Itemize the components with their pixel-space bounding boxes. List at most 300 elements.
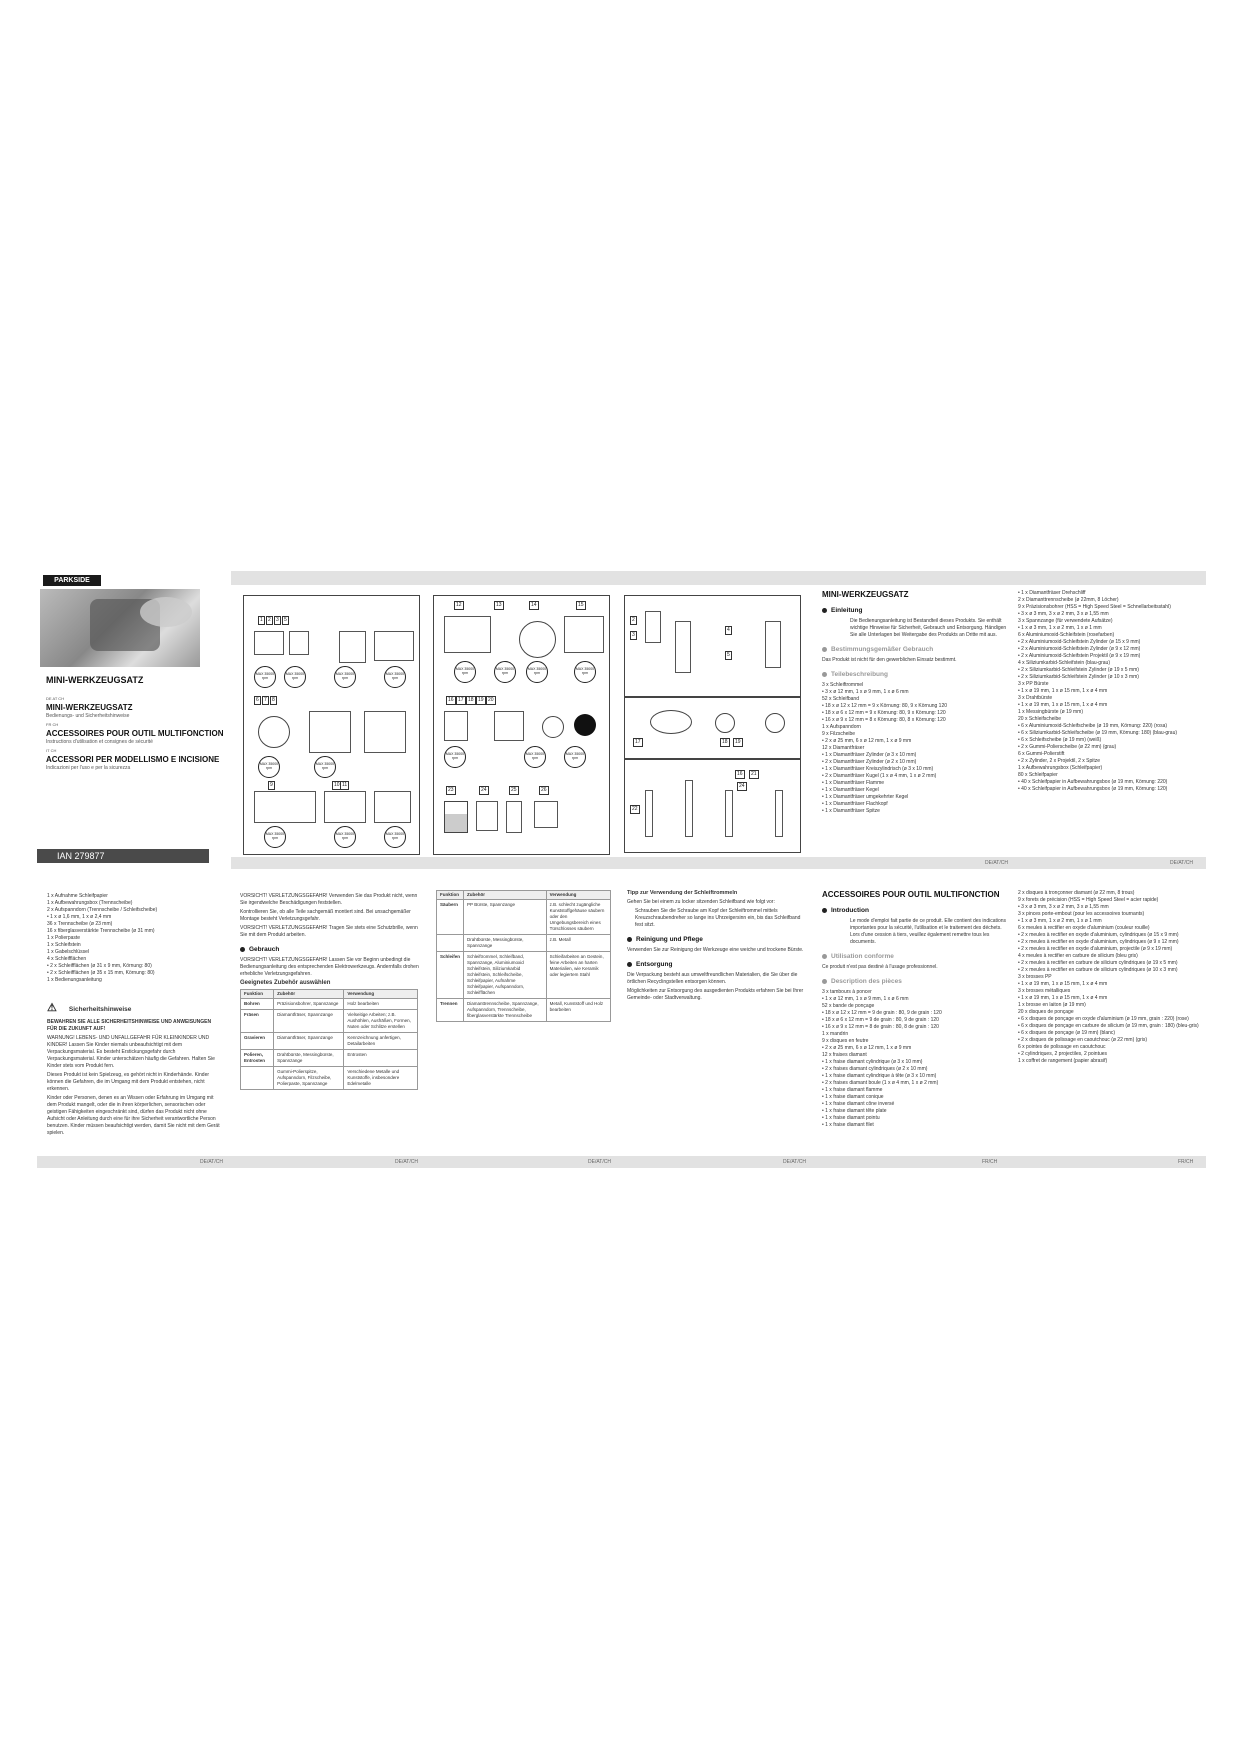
fr-desc-heading: Description des pièces (822, 977, 1012, 986)
list-item: 1 x mandrin (822, 1031, 849, 1037)
list-item: 3 x Spannzange (für verwendete Aufsätze) (1018, 618, 1113, 624)
de-einleitung-heading: Einleitung (822, 606, 1012, 615)
bewahren-text: BEWAHREN SIE ALLE SICHERHEITSHINWEISE UND ANWEISUNGEN FÜR DIE ZUKUNFT AUF! (47, 1019, 212, 1032)
table-cell: Diamanttrennscheibe, Spannzange, Aufspanndorn, Trennscheibe, fiberglasverstärkte Trennscheibe (464, 999, 547, 1022)
table-cell: Drahtbürste, Messingbürste, Spannzange (464, 935, 547, 952)
table-cell: Drahtbürste, Messingbürste, Spannzange (274, 1050, 344, 1067)
list-item: • 2 x Diamantfräser Zylinder (ø 2 x 10 mm) (822, 759, 917, 765)
list-item: 20 x disques de ponçage (1018, 1009, 1074, 1015)
fig3-label-16: 16 (737, 771, 743, 777)
list-item: 12 x Diamantfräser (822, 745, 865, 751)
flap-wheel-icon (534, 801, 558, 828)
table-header-cell: Zubehör (274, 990, 344, 999)
list-item: • 1 x fraise diamant tête plate (822, 1108, 887, 1114)
list-item: • 1 x ø 19 mm, 1 x ø 15 mm, 1 x ø 4 mm (1018, 688, 1108, 694)
fr-util-text: Ce produit n'est pas destiné à l'usage professionnel. (822, 964, 938, 970)
list-item: 2 x Diamanttrennscheibe (ø 22mm, 8 Löcher) (1018, 597, 1119, 603)
list-item: 3 x tambours à poncer (822, 989, 872, 995)
list-item: • 6 x disques de ponçage en carbure de silicium (ø 19 mm, grain : 180) (bleu-gris) (1018, 1023, 1199, 1029)
list-item: • 2 x fraises diamant boule (1 x ø 4 mm, 1 x ø 2 mm) (822, 1080, 939, 1086)
reinigung-heading: Reinigung und Pflege (627, 935, 805, 944)
list-item: 1 x Gabelschlüssel (47, 949, 89, 955)
max-rpm-badge: MAX 35000 rpm (444, 746, 466, 768)
fig2-label-18: 18 (468, 697, 474, 703)
lang-fr: FR CH (46, 722, 59, 727)
de-table2-panel (436, 890, 611, 1022)
wrench-icon (476, 801, 498, 831)
mandrel-group (339, 631, 366, 663)
list-item: 4 x meules à rectifier en carbure de silicium (bleu gris) (1018, 953, 1138, 959)
list-item: • 16 x ø 9 x 12 mm = 8 de grain : 80, 8 de grain : 120 (822, 1024, 939, 1030)
list-item: 1 x Messingbürste (ø 19 mm) (1018, 709, 1084, 715)
list-item: • 1 x fraise diamant pointu (822, 1115, 880, 1121)
lang-it: IT CH (46, 748, 57, 753)
table-cell: Säubern (437, 900, 464, 935)
list-item: • 1 x ø 19 mm, 1 x ø 15 mm, 1 x ø 4 mm (1018, 702, 1108, 708)
list-item: • 2 x Gummi-Polierscheibe (ø 22 mm) (grau) (1018, 744, 1117, 750)
vorsicht1-text: VORSICHT! VERLETZUNGSGEFAHR! Verwenden Sie das Produkt nicht, wenn Sie irgendwelche Beschädigungen feststellen. (240, 893, 418, 906)
list-item: 9 x disques en feutre (822, 1038, 869, 1044)
drum-assembly-icon (675, 621, 691, 673)
list-item: 12 x fraises diamant (822, 1052, 867, 1058)
bit-group (364, 711, 406, 753)
fr-util-heading: Utilisation conforme (822, 952, 1012, 961)
gebrauch-heading: Gebrauch (240, 945, 420, 954)
polishing-paste-icon (574, 714, 596, 736)
table-row (437, 935, 611, 952)
list-item: 1 x Schleifstein (47, 942, 81, 948)
max-rpm-badge: MAX 35000 rpm (524, 746, 546, 768)
table-cell: Vielseitige Arbeiten; z.B. Aushöhlen, Ausfräßen, Formen, Nuten oder Schlitze erstellen (344, 1010, 418, 1033)
list-item: 6 x Aluminiumoxid-Schleifstein (rosefarben) (1018, 632, 1115, 638)
list-item: • 1 x Diamantfräser Kreiszylindrisch (ø 3 x 10 mm) (822, 766, 934, 772)
de-einleitung-text: Die Bedienungsanleitung ist Bestandteil dieses Produkts. Sie enthält wichtige Hinweise für Sicherheit, Gebrauch und Entsorgung. Händigen Sie alle Unterlagen bei Weitergabe des Produkts an Dritte mit aus. (850, 618, 1007, 638)
list-item: • 2 x ø 25 mm, 6 x ø 12 mm, 1 x ø 9 mm (822, 1045, 912, 1051)
fig2-label-16: 16 (448, 697, 454, 703)
list-item: • 1 x fraise diamant flamme (822, 1087, 883, 1093)
fig2-label-17: 17 (458, 697, 464, 703)
vorsicht2-text: VORSICHT! VERLETZUNGSGEFAHR! Tragen Sie stets eine Schutzbrille, wenn Sie mit dem Produkt arbeiten. (240, 925, 418, 938)
cutting-disc-icon (519, 621, 556, 658)
table-header-cell: Funktion (241, 990, 274, 999)
list-item: • 2 cylindriques, 2 projectiles, 2 pointues (1018, 1051, 1108, 1057)
list-item: 2 x disques à tronçonner diamant (ø 22 mm, 8 trous) (1018, 890, 1135, 896)
max-rpm-badge: MAX 35000 rpm (494, 661, 516, 683)
list-item: 1 x coffret de rangement (papier abrasif) (1018, 1058, 1108, 1064)
burrs-group (374, 631, 414, 661)
table-cell: Entrosten (344, 1050, 418, 1067)
fig1-label-7: 7 (264, 697, 267, 703)
list-item: 4 x Siliziumkarbid-Schleifstein (blau-grau) (1018, 660, 1110, 666)
disc-on-mandrel-icon (765, 713, 785, 733)
footer-page: DE/AT/CH (588, 1159, 611, 1165)
de-tipp-panel (627, 890, 805, 1004)
list-item: 9 x forets de précision (HSS = High Speed Steel = acier rapide) (1018, 897, 1159, 903)
drum-group (254, 631, 284, 655)
list-item: • 1 x Diamantfräser Spitze (822, 808, 880, 814)
list-item: • 3 x ø 3 mm, 3 x ø 2 mm, 3 x ø 1,55 mm (1018, 611, 1109, 617)
list-item: • 2 x Aluminiumoxid-Schleifstein Projektil (ø 9 x 19 mm) (1018, 653, 1141, 659)
fig2-label-15: 15 (578, 602, 584, 608)
list-item: • 1 x ø 1,6 mm, 1 x ø 2,4 mm (47, 914, 112, 920)
bands-group (289, 631, 309, 655)
max-rpm-badge: MAX 35000 rpm (454, 661, 476, 683)
list-item: 3 x brosses PP (1018, 974, 1052, 980)
table-cell: Metall, Kunststoff und Holz bearbeiten (546, 999, 610, 1022)
table-cell: Präzisionsbohrer, Spannzange (274, 999, 344, 1010)
fig1-label-8: 8 (272, 697, 275, 703)
list-item: • 2 x Schleifflächen (ø 31 x 9 mm, Körnung: 80) (47, 963, 152, 969)
list-item: • 2 x disques de polissage en caoutchouc (ø 22 mm) (gris) (1018, 1037, 1148, 1043)
sandpaper-icon (650, 710, 692, 734)
list-item: 2 x Aufspanndorn (Trennscheibe / Schleifscheibe) (47, 907, 158, 913)
de-rest-list (47, 893, 217, 984)
table-cell: z.B. schlecht zugängliche Kunststoffgehäuse säubern oder den Umgebungsbereich eines Türschlosses säubern (546, 900, 610, 935)
list-item: • 40 x Schleifpapier in Aufbewahrungsbox (ø 19 mm, Körnung: 220) (1018, 779, 1168, 785)
fig1-label-5: 5 (284, 617, 287, 623)
table-row (241, 999, 418, 1010)
disc-group (494, 711, 524, 741)
reinigung-text: Verwenden Sie zur Reinigung der Werkzeuge eine weiche und trockene Bürste. (627, 947, 804, 953)
disc-group (444, 711, 468, 741)
list-item: • 2 x Aluminiumoxid-Schleifstein Zylinder (ø 9 x 12 mm) (1018, 646, 1141, 652)
zubehoer-table-2 (436, 890, 611, 1022)
list-item: 3 x pinces porte-embout (pour les accessoires tournants) (1018, 911, 1145, 917)
list-item: • 16 x ø 9 x 12 mm = 8 x Körnung: 80, 8 x Körnung: 120 (822, 717, 946, 723)
mid-grey-band-top (231, 857, 1206, 869)
max-rpm-badge: MAX 35000 rpm (564, 746, 586, 768)
fig2-label-24: 24 (481, 787, 487, 793)
list-item: 20 x Schleifscheibe (1018, 716, 1062, 722)
list-item: • 2 x Zylinder, 2 x Projektil, 2 x Spitze (1018, 758, 1101, 764)
fig1-label-3: 3 (276, 617, 279, 623)
de-teile-heading: Teilebeschreibung (822, 670, 1012, 679)
tipp-bullet: Schrauben Sie die Schraube am Kopf der Schleiftrommel mittels Kreuzschraubendreher so lange ins Uhrzeigersinn ein, bis das Schleifband fest sitzt. (635, 908, 801, 928)
list-item: • 1 x Diamantfräser Zylinder (ø 3 x 10 mm) (822, 752, 917, 758)
mandrel-icon (645, 790, 653, 837)
table-row (241, 1033, 418, 1050)
list-item: • 1 x ø 19 mm, 1 x ø 15 mm, 1 x ø 4 mm (1018, 981, 1108, 987)
de-safety-panel (47, 1003, 222, 1139)
parkside-logo: PARKSIDE (43, 575, 101, 586)
list-item: • 3 x ø 3 mm, 3 x ø 2 mm, 3 x ø 1,55 mm (1018, 904, 1109, 910)
table-cell: PP Bürste, Spannzange (464, 900, 547, 935)
fig3-label-24: 24 (739, 783, 745, 789)
list-item: • 6 x Siliziumkarbid-Schleifscheibe (ø 19 mm, Körnung: 180) (blau-grau) (1018, 730, 1178, 736)
de-bestimmung-heading: Bestimmungsgemäßer Gebrauch (822, 645, 1012, 654)
fr-desc-list (822, 989, 1012, 1129)
stone-icon (506, 801, 522, 833)
de-subtitle: Bedienungs- und Sicherheitshinweise (46, 713, 130, 719)
list-item: • 18 x ø 12 x 12 mm = 9 x Körnung: 80, 9 x Körnung 120 (822, 703, 948, 709)
list-item: 4 x Schleifflächen (47, 956, 87, 962)
list-item: 1 x Aufbewahrungsbox (Trennscheibe) (47, 900, 133, 906)
fig3-label-5: 5 (727, 652, 730, 658)
de-intro-panel (822, 590, 1012, 815)
max-rpm-badge: MAX 35000 rpm (384, 826, 406, 848)
figure-3c-panel (624, 759, 801, 853)
list-item: 9 x Präzisionsbohrer (HSS = High Speed Steel = Schnellarbeitsstahl) (1018, 604, 1171, 610)
table-row (241, 1050, 418, 1067)
brush-group (374, 791, 411, 823)
list-item: 1 x Aufspanndorn (822, 724, 861, 730)
list-item: • 1 x ø 19 mm, 1 x ø 15 mm, 1 x ø 4 mm (1018, 995, 1108, 1001)
entsorgung-text-2: Möglichkeiten zur Entsorgung des ausgedienten Produkts erfahren Sie bei Ihrer Gemeinde- oder Stadtverwaltung. (627, 988, 804, 1001)
list-item: • 18 x ø 6 x 12 mm = 9 x Körnung: 80, 9 x Körnung: 120 (822, 710, 946, 716)
fig3-label-2: 2 (632, 617, 635, 623)
figure-1-panel (243, 595, 420, 855)
max-rpm-badge: MAX 35000 rpm (384, 666, 406, 688)
list-item: • 1 x Diamantfräser Flachkopf (822, 801, 888, 807)
spielzeug-text: Dieses Produkt ist kein Spielzeug, es gehört nicht in Kinderhände. Kinder können die Gefahren, die im Umgang mit dem Produkt entstehen, nicht erkennen. (47, 1072, 210, 1092)
list-item: 80 x Schleifpapier (1018, 772, 1058, 778)
fr-intro-text: Le mode d'emploi fait partie de ce produit. Elle contient des indications importantes pour la sécurité, l'utilisation et le traitement des déchets. Lors d'une cession à tiers, veuillez également remettre tous les documents. (850, 918, 1007, 945)
table-cell: Schleiftrommel, Schleifband, Spannzange, Aluminiumoxid Schleifstein, Siliziumkarbid Schleifstein, Schleifscheibe, Schleifpapier, Aufnahme Schleifpapier, Aufspanndorn, Schleifflächen (464, 952, 547, 999)
paste-tin-icon (444, 801, 468, 833)
list-item: • 1 x Diamantfräser Flamme (822, 780, 885, 786)
list-item: • 6 x Schleifscheibe (ø 19 mm) (weiß) (1018, 737, 1102, 743)
fr-desc-col2 (1018, 890, 1204, 1065)
list-item: • 1 x Diamantfräser Kegel (822, 787, 879, 793)
max-rpm-badge: MAX 35000 rpm (258, 756, 280, 778)
table-cell: Polieren, Entrosten (241, 1050, 274, 1067)
de-intro-title: MINI-WERKZEUGSATZ (822, 590, 909, 599)
max-rpm-badge: MAX 35000 rpm (254, 666, 276, 688)
list-item: • 2 x ø 25 mm, 6 x ø 12 mm, 1 x ø 9 mm (822, 738, 912, 744)
mandrel-icon (775, 790, 783, 837)
mandrel-icon (685, 780, 693, 837)
list-item: 1 x Aufnahme Schleifpapier (47, 893, 108, 899)
fig1-label-10: 10 (334, 782, 340, 788)
fig1-label-2: 2 (268, 617, 271, 623)
list-item: • 1 x Diamantfräser umgekehrter Kegel (822, 794, 909, 800)
fig3-label-21: 21 (751, 771, 757, 777)
list-item: 6 x meules à rectifier en oxyde d'aluminium (couleur rouille) (1018, 925, 1150, 931)
fig2-label-14: 14 (531, 602, 537, 608)
list-item: 1 x brosse en laiton (ø 19 mm) (1018, 1002, 1086, 1008)
table-cell: Kennzeichnung anfertigen, Detailarbeiten (344, 1033, 418, 1050)
brush-group (324, 791, 366, 823)
fig3-label-22: 22 (632, 806, 638, 812)
it-subtitle: Indicazioni per l'uso e per la sicurezza (46, 765, 131, 771)
warning-triangle-icon: ⚠ (47, 1002, 57, 1014)
fig2-label-26: 26 (541, 787, 547, 793)
fig3-label-4: 4 (727, 627, 730, 633)
list-item: 3 x Schleiftrommel (822, 682, 864, 688)
tipp-title: Tipp zur Verwendung der Schleiftrommeln (627, 890, 738, 896)
warnung-text: WARNUNG! LEBENS- UND UNFALLGEFAHR FÜR KLEINKINDER UND KINDER! Lassen Sie Kinder niemals unbeaufsichtigt mit dem Verpackungsmaterial. Es besteht Erstickungsgefahr durch Verpackungsmaterial. Kinder unterschätzen häufig die Gefahren. Halten Sie Kinder stets vom Produkt fern. (47, 1035, 215, 1069)
bit-group (309, 711, 351, 753)
table-row (241, 1010, 418, 1033)
list-item: • 2 x meules à rectifier en oxyde d'aluminium, projectile (ø 9 x 19 mm) (1018, 946, 1173, 952)
footer-page: DE/AT/CH (985, 860, 1008, 866)
list-item: 52 x bande de ponçage (822, 1003, 875, 1009)
max-rpm-badge: MAX 35000 rpm (574, 661, 596, 683)
table-cell: Diamantfräser, Spannzange (274, 1033, 344, 1050)
table-row (437, 999, 611, 1022)
safety-heading: ⚠ Sicherheitshinweise (47, 1002, 132, 1014)
fr-title: ACCESSOIRES POUR OUTIL MULTIFONCTION (822, 890, 1000, 899)
table-cell: Verschiedene Metalle und Kunststoffe, insbesondere Edelmetalle (344, 1067, 418, 1090)
mandrel-icon (725, 790, 733, 837)
list-item: 3 x PP Bürste (1018, 681, 1049, 687)
footer-page: DE/AT/CH (200, 1159, 223, 1165)
brush-group (444, 616, 491, 653)
fig2-label-25: 25 (511, 787, 517, 793)
list-item: • 2 x Schleifflächen (ø 35 x 15 mm, Körnung: 80) (47, 970, 155, 976)
list-item: • 6 x disques de ponçage en oxyde d'aluminium (ø 19 mm, grain : 220) (rose) (1018, 1016, 1189, 1022)
top-grey-band (231, 571, 1206, 585)
de-teile-list (822, 682, 1012, 815)
kontroll-text: Kontrollieren Sie, ob alle Teile sachgemäß montiert sind. Bei unsachgemäßer Montage besteht Verletzungsgefahr. (240, 909, 411, 922)
list-item: 52 x Schleifband (822, 696, 859, 702)
list-item: • 18 x ø 12 x 12 mm = 9 de grain : 80, 9 de grain : 120 (822, 1010, 942, 1016)
table-cell: Schleifarbeiten an Gestein, feine Arbeiten an harten Materialien, wie Keramik oder legiertem Stahl (546, 952, 610, 999)
drum-assembly-icon (765, 621, 781, 668)
list-item: 1 x Bedienungsanleitung (47, 977, 102, 983)
de-bestimmung-text: Das Produkt ist nicht für den gewerblichen Einsatz bestimmt. (822, 657, 957, 663)
disc-on-mandrel-icon (715, 713, 735, 733)
gebrauch-text: VORSICHT! VERLETZUNGSGEFAHR! Lassen Sie vor Beginn unbedingt die Bedienungsanleitung des entsprechenden Elektrowerkzeugs. Andernfalls drohen erhebliche Verletzungsgefahren. (240, 957, 419, 977)
footer-page: FR/CH (1178, 1159, 1194, 1165)
fig1-label-1: 1 (260, 617, 263, 623)
fr-subtitle: Instructions d'utilisation et consignes de sécurité (46, 739, 153, 745)
list-item: • 1 x ø 3 mm, 1 x ø 2 mm, 1 x ø 1 mm (1018, 625, 1102, 631)
list-item: • 2 x fraises diamant cylindriques (ø 2 x 10 mm) (822, 1066, 928, 1072)
footer-page: DE/AT/CH (395, 1159, 418, 1165)
list-item: 16 x fiberglasverstärkte Trennscheibe (ø 31 mm) (47, 928, 155, 934)
figure-2-panel (433, 595, 610, 855)
max-rpm-badge: MAX 35000 rpm (284, 666, 306, 688)
list-item: • 2 x Aluminiumoxid-Schleifstein Zylinder (ø 15 x 9 mm) (1018, 639, 1141, 645)
tipp-text: Gehen Sie bei einem zu locker sitzenden Schleifband wie folgt vor: (627, 899, 775, 905)
list-item: • 2 x meules à rectifier en oxyde d'aluminium, cylindriques (ø 9 x 12 mm) (1018, 939, 1179, 945)
fig3-label-17: 17 (635, 739, 641, 745)
list-item: • 1 x fraise diamant filet (822, 1122, 874, 1128)
list-item: 36 x Trennscheibe (ø 23 mm) (47, 921, 113, 927)
fr-title: ACCESSOIRES POUR OUTIL MULTIFONCTION (46, 729, 224, 738)
de-intro-col2 (1018, 590, 1204, 793)
drum-assembly-icon (645, 611, 661, 643)
list-item: 6 x pointes de polissage en caoutchouc (1018, 1044, 1106, 1050)
list-item: • 18 x ø 6 x 12 mm = 9 de grain : 80, 9 de grain : 120 (822, 1017, 939, 1023)
footer-page: DE/AT/CH (1170, 860, 1193, 866)
list-item: • 3 x ø 12 mm, 1 x ø 9 mm, 1 x ø 6 mm (822, 689, 909, 695)
list-item: • 6 x Aluminiumoxid-Schleifscheibe (ø 19 mm, Körnung: 220) (rosa) (1018, 723, 1168, 729)
table-cell: Trennen (437, 999, 464, 1022)
table-cell: Gravieren (241, 1033, 274, 1050)
table-header-cell: Verwendung (546, 891, 610, 900)
fig1-label-9: 9 (270, 782, 273, 788)
fig3-label-3: 3 (632, 632, 635, 638)
figure-3a-panel (624, 595, 801, 697)
list-item: • 1 x fraise diamant cône inversé (822, 1101, 895, 1107)
de-title: MINI-WERKZEUGSATZ (46, 703, 133, 712)
it-title: ACCESSORI PER MODELLISMO E INCISIONE (46, 755, 220, 764)
list-item: • 1 x Diamantfräser Drehschliff (1018, 590, 1086, 596)
fig1-label-6: 6 (256, 697, 259, 703)
ian-number: IAN 279877 (37, 849, 209, 863)
list-item: • 2 x meules à rectifier en carbure de silicium cylindriques (ø 19 x 5 mm) (1018, 960, 1178, 966)
table-cell: z.B. Metall (546, 935, 610, 952)
entsorgung-text-1: Die Verpackung besteht aus umweltfreundlichen Materialien, die Sie über die örtlichen Recyclingstellen entsorgen können. (627, 972, 798, 985)
felt-disks-icon (258, 716, 290, 748)
lang-de: DE AT CH (46, 696, 65, 701)
list-item: • 1 x ø 12 mm, 1 x ø 9 mm, 1 x ø 6 mm (822, 996, 909, 1002)
table-cell: Holz bearbeiten (344, 999, 418, 1010)
entsorgung-heading: Entsorgung (627, 960, 805, 969)
max-rpm-badge: MAX 35000 rpm (526, 661, 548, 683)
list-item: • 6 x disques de ponçage (ø 19 mm) (blanc) (1018, 1030, 1116, 1036)
list-item: • 2 x meules à rectifier en carbure de silicium cylindriques (ø 10 x 3 mm) (1018, 967, 1178, 973)
list-item: 1 x Aufbewahrungsbox (Schleifpapier) (1018, 765, 1103, 771)
disc-group (564, 616, 604, 653)
list-item: • 2 x meules à rectifier en oxyde d'aluminium, cylindriques (ø 15 x 9 mm) (1018, 932, 1179, 938)
stone-group (254, 791, 316, 823)
table-header-cell: Funktion (437, 891, 464, 900)
table-cell (241, 1067, 274, 1090)
fig2-label-19: 19 (478, 697, 484, 703)
fig3-label-18: 18 (722, 739, 728, 745)
fig2-label-12: 12 (456, 602, 462, 608)
list-item: • 1 x fraise diamant conique (822, 1094, 884, 1100)
table-cell (437, 935, 464, 952)
table-cell: Diamantfräser, Spannzange (274, 1010, 344, 1033)
list-item: • 2 x Siliziumkarbid-Schleifstein Zylinder (ø 19 x 5 mm) (1018, 667, 1139, 673)
list-item: 1 x Polierpaste (47, 935, 81, 941)
table-row (241, 1067, 418, 1090)
list-item: • 2 x Diamantfräser Kugel (1 x ø 4 mm, 1 x ø 2 mm) (822, 773, 937, 779)
product-photo (40, 589, 200, 667)
fig2-label-13: 13 (496, 602, 502, 608)
table-title: Geeignetes Zubehör auswählen (240, 980, 331, 986)
fig2-label-20: 20 (488, 697, 494, 703)
list-item: • 2 x Siliziumkarbid-Schleifstein Zylinder (ø 10 x 3 mm) (1018, 674, 1139, 680)
fr-intro-panel (822, 890, 1012, 1129)
zubehoer-table-1 (240, 989, 418, 1090)
list-item: 9 x Filzscheibe (822, 731, 856, 737)
table-cell: Bohren (241, 999, 274, 1010)
list-item: 3 x Drahtbürste (1018, 695, 1053, 701)
cover-title: MINI-WERKZEUGSATZ (46, 675, 144, 685)
figure-3b-panel (624, 697, 801, 759)
fig2-label-23: 23 (448, 787, 454, 793)
fig3-label-19: 19 (735, 739, 741, 745)
list-item: • 1 x ø 3 mm, 1 x ø 2 mm, 1 x ø 1 mm (1018, 918, 1102, 924)
max-rpm-badge: MAX 35000 rpm (334, 666, 356, 688)
footer-page: FR/CH (982, 1159, 998, 1165)
list-item: 6 x Gummi-Polierstift (1018, 751, 1065, 757)
list-item: • 1 x fraise diamant cylindrique à tête (ø 3 x 10 mm) (822, 1073, 937, 1079)
fig1-label-11: 11 (342, 782, 348, 788)
max-rpm-badge: MAX 35000 rpm (264, 826, 286, 848)
list-item: 3 x brosses métalliques (1018, 988, 1071, 994)
table-header-cell: Zubehör (464, 891, 547, 900)
table-row (437, 900, 611, 935)
de-safety-col2 (240, 893, 420, 1090)
list-item: • 1 x fraise diamant cylindrique (ø 3 x 10 mm) (822, 1059, 923, 1065)
personen-text: Kinder oder Personen, denen es an Wissen oder Erfahrung im Umgang mit dem Produkt mangelt, oder die in ihren körperlichen, sensorischen oder geistigen Fähigkeiten eingeschränkt sind, dürfen das Produkt nicht ohne Aufsicht oder Anleitung durch eine für ihre Sicherheit verantwortliche Person benutzen. Kinder müssen beaufsichtigt werden, damit Sie nicht mit dem Gerät spielen. (47, 1095, 220, 1136)
max-rpm-badge: MAX 35000 rpm (314, 756, 336, 778)
table-row (437, 952, 611, 999)
footer-page: DE/AT/CH (783, 1159, 806, 1165)
list-item: • 40 x Schleifpapier in Aufbewahrungsbox (ø 19 mm, Körnung: 120) (1018, 786, 1168, 792)
table-cell: Fräsen (241, 1010, 274, 1033)
table-cell: Schleifen (437, 952, 464, 999)
max-rpm-badge: MAX 35000 rpm (334, 826, 356, 848)
sandpaper-disc-icon (542, 716, 564, 738)
fr-intro-heading: Introduction (822, 906, 1012, 915)
